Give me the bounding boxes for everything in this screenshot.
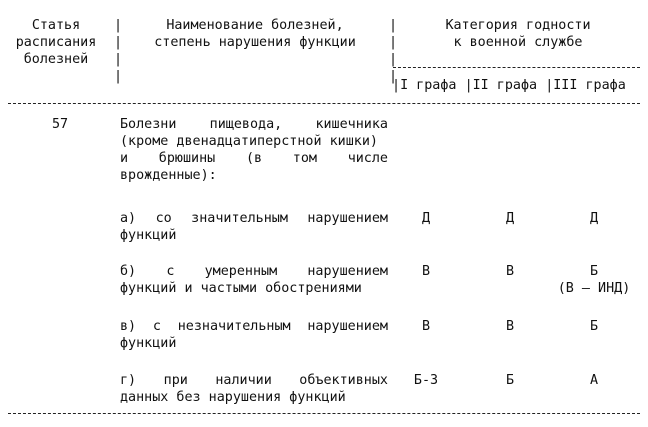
graph-1-label: I графа (400, 78, 457, 93)
row-b-graph3-extra: (В – ИНД) (557, 281, 631, 296)
word: с (166, 264, 175, 279)
word: нарушением (307, 264, 388, 279)
row-a-graph2: Д (505, 211, 515, 226)
header-category-column (396, 17, 640, 51)
row-a-line1 (120, 210, 388, 227)
word: числе (347, 151, 388, 166)
row-a-graph1: Д (421, 211, 431, 226)
graph-2-label: II графа (472, 78, 538, 93)
header-disease-column (122, 17, 388, 51)
word: б) (120, 264, 137, 279)
row-b-line2: функций и частыми обострениями (120, 281, 362, 296)
row-c-graph1: В (421, 319, 431, 334)
header-sub-rule (393, 67, 640, 68)
word: нарушением (307, 211, 388, 226)
graph-header-row: |I графа |II графа |III графа (392, 78, 626, 93)
word: г) (120, 373, 137, 388)
header-article-column (8, 17, 104, 68)
row-b-graph1: В (421, 264, 431, 279)
word: нарушением (307, 319, 388, 334)
word: с (152, 319, 161, 334)
word: значительным (191, 211, 288, 226)
article-title-line: врожденные): (120, 168, 217, 183)
row-c-graph2: В (505, 319, 515, 334)
word: и (120, 151, 129, 166)
row-d-graph1: Б-3 (413, 373, 439, 388)
row-b-line1 (120, 263, 388, 280)
row-d-line1 (120, 372, 388, 389)
header-divider-2: | | | | (389, 18, 398, 84)
word: том (292, 151, 317, 166)
row-a-line2: функций (120, 228, 177, 243)
word: при (163, 373, 188, 388)
row-c-graph3: Б (589, 319, 599, 334)
word: объективных (299, 373, 388, 388)
table-bottom-rule (8, 413, 640, 414)
word: в) (120, 319, 137, 334)
word: пищевода, (209, 117, 283, 132)
word: Болезни (120, 117, 177, 132)
row-d-line2: данных без нарушения функций (120, 390, 346, 405)
word: брюшины (158, 151, 216, 166)
word: со (155, 211, 172, 226)
word: кишечника (315, 117, 388, 132)
header-bottom-rule (8, 103, 640, 104)
row-a-graph3: Д (589, 211, 599, 226)
row-d-graph3: А (589, 373, 599, 388)
article-title-line (120, 116, 388, 133)
row-c-line1 (120, 318, 388, 335)
word: наличии (215, 373, 272, 388)
word: умеренным (204, 264, 278, 279)
row-b-graph3: Б (589, 264, 599, 279)
word: незначительным (177, 319, 291, 334)
article-title-line: (кроме двенадцатиперстной кишки) (120, 134, 378, 149)
article-title-line (120, 150, 388, 167)
header-article-line: болезней (23, 52, 89, 67)
header-category-line: к военной службе (453, 35, 583, 50)
header-disease-line: Наименование болезней, (166, 18, 344, 33)
word: (в (245, 151, 263, 166)
header-divider-1: | | | | (114, 18, 123, 84)
header-disease-line: степень нарушения функции (154, 35, 356, 50)
header-article-line: Статья (31, 18, 81, 33)
graph-3-label: III графа (553, 78, 626, 93)
header-article-line: расписания (15, 35, 97, 50)
row-b-graph2: В (505, 264, 515, 279)
article-number: 57 (52, 117, 69, 132)
header-category-line: Категория годности (445, 18, 591, 33)
row-c-line2: функций (120, 336, 177, 351)
row-d-graph2: Б (505, 373, 515, 388)
word: а) (120, 211, 137, 226)
